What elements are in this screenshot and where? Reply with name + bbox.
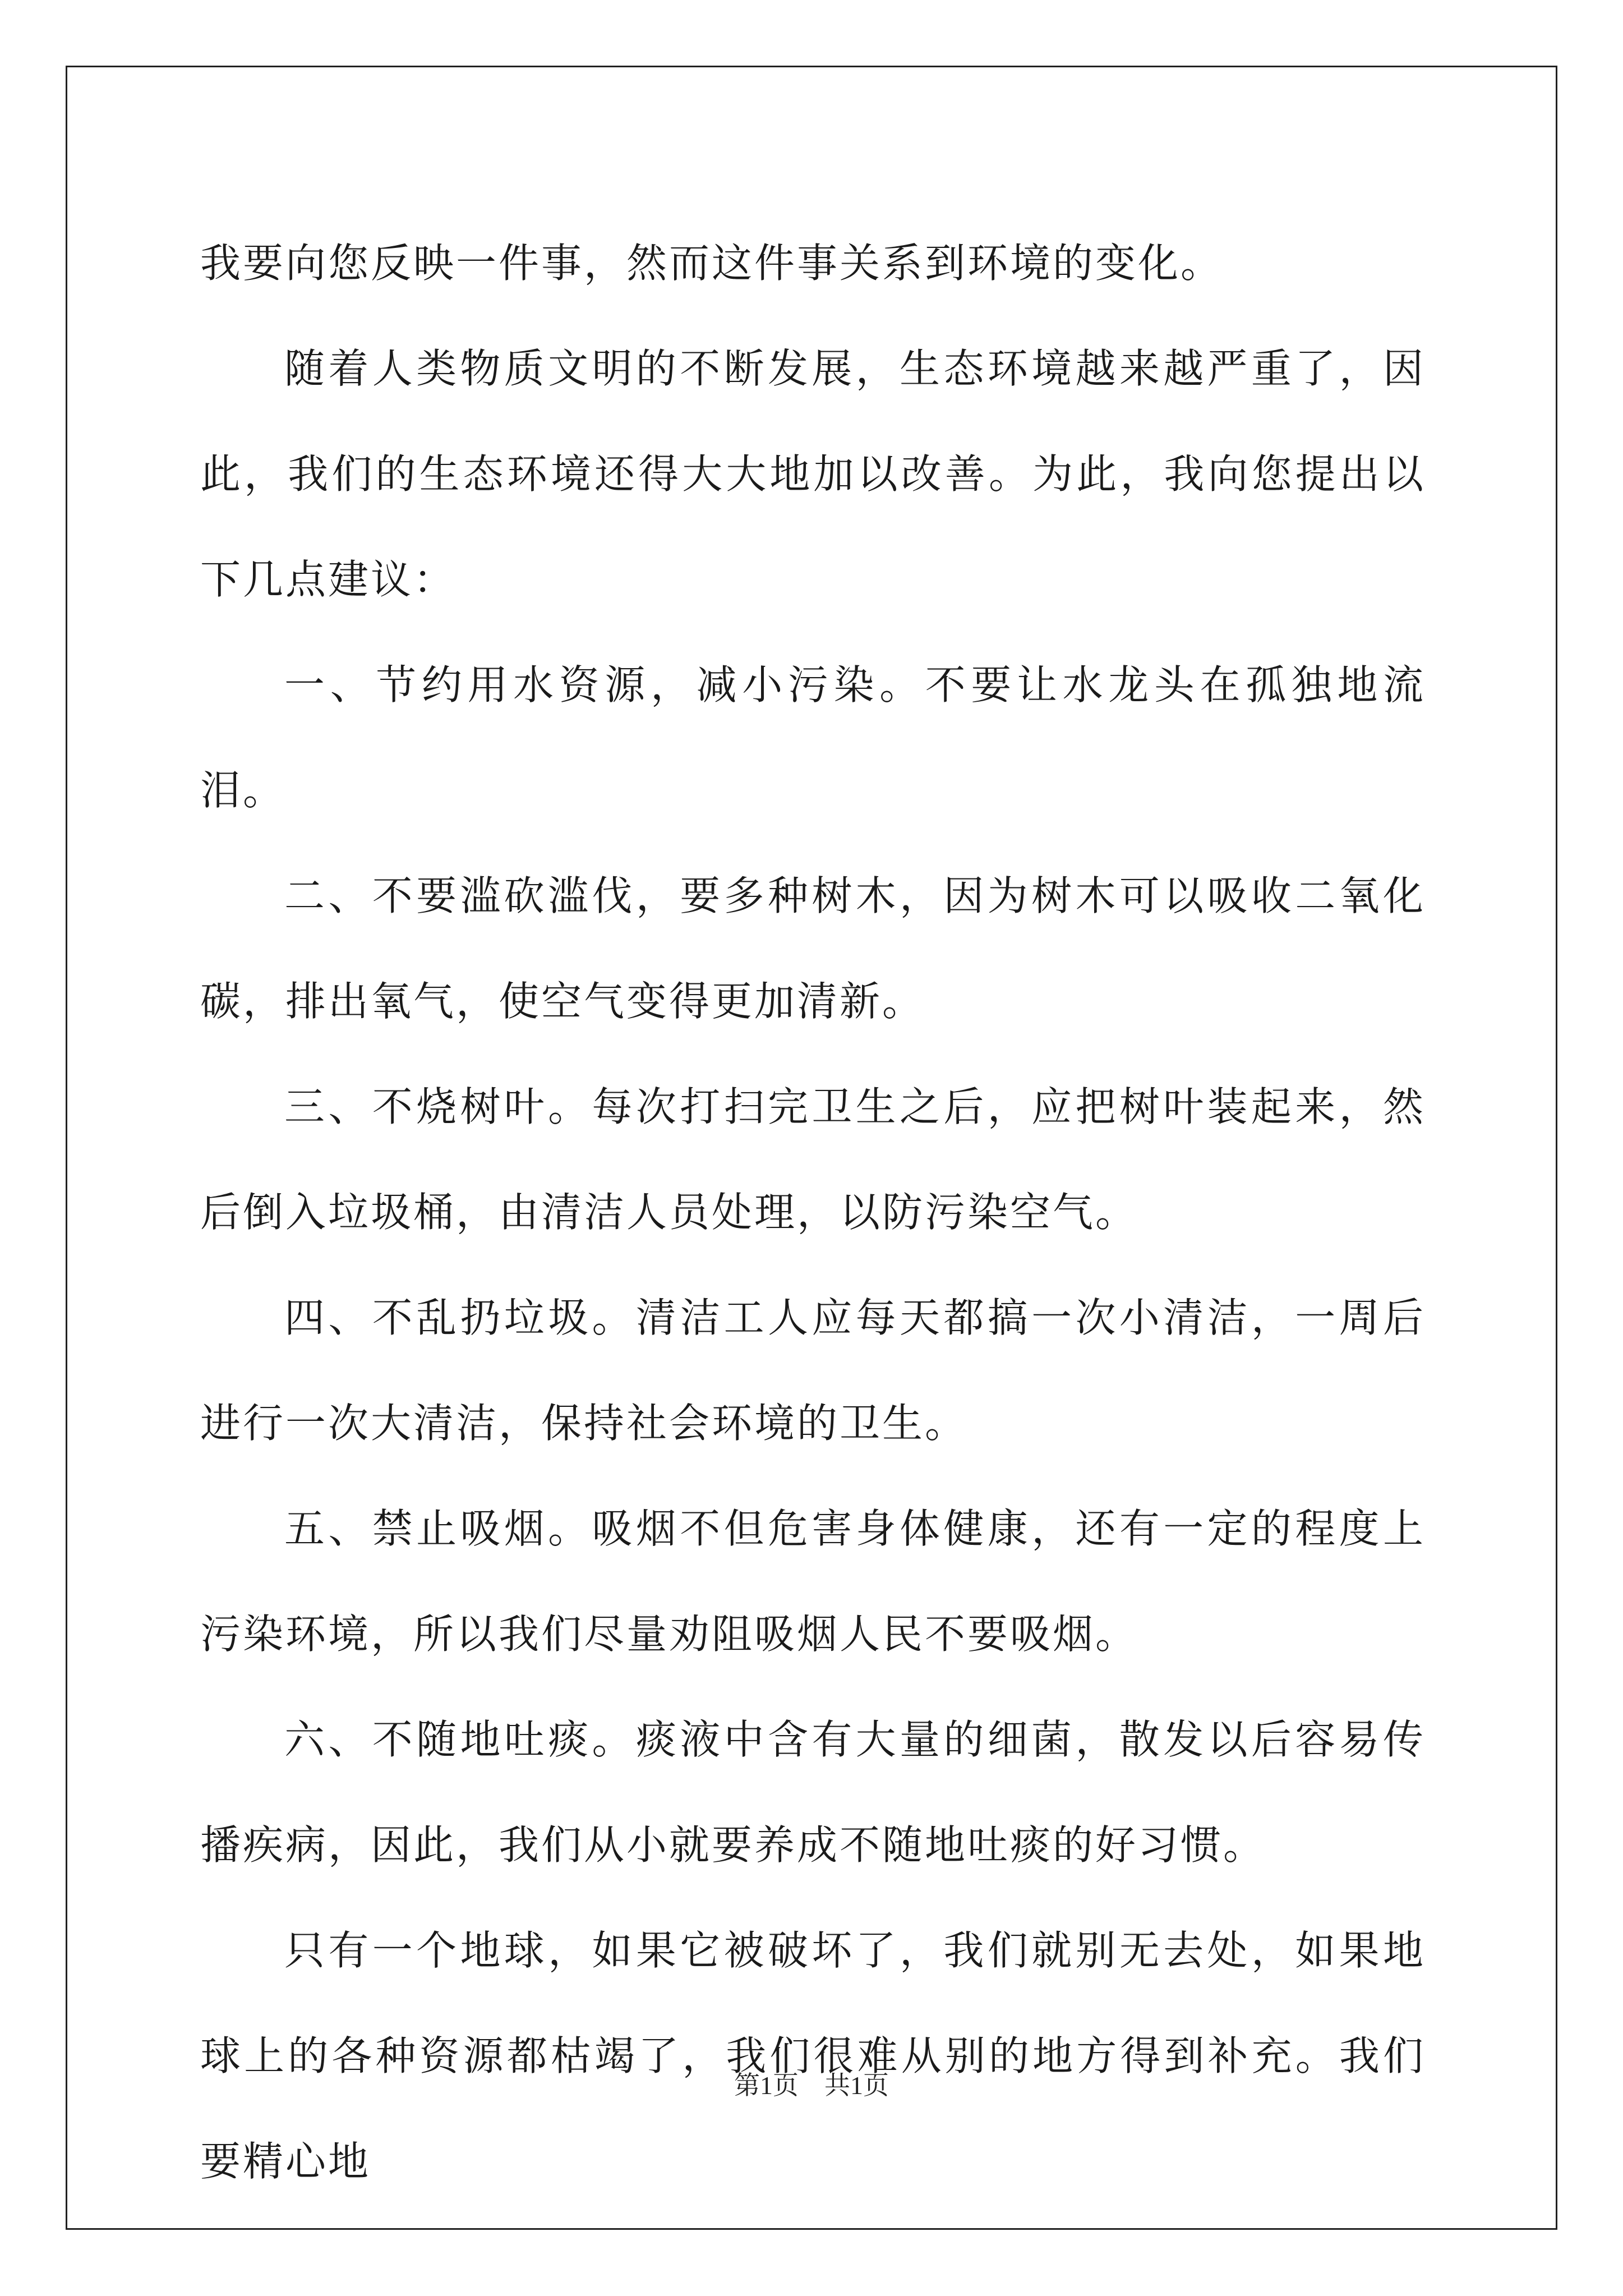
paragraph-2: 随着人类物质文明的不断发展，生态环境越来越严重了，因此，我们的生态环境还得大大地加以改善。为此，我向您提出以下几点建议： bbox=[200, 345, 1426, 603]
paragraph-5: 三、不烧树叶。每次打扫完卫生之后，应把树叶装起来，然后倒入垃圾桶，由清洁人员处理，以防污染空气。 bbox=[200, 1083, 1426, 1236]
paragraph-7: 五、禁止吸烟。吸烟不但危害身体健康，还有一定的程度上污染环境，所以我们尽量劝阻吸烟人民不要吸烟。 bbox=[200, 1505, 1426, 1658]
paragraph-3: 一、节约用水资源，减小污染。不要让水龙头在孤独地流泪。 bbox=[200, 661, 1426, 814]
paragraph-8: 六、不随地吐痰。痰液中含有大量的细菌，散发以后容易传播疾病，因此，我们从小就要养成不随地吐痰的好习惯。 bbox=[200, 1716, 1426, 1869]
paragraph-4: 二、不要滥砍滥伐，要多种树木，因为树木可以吸收二氧化碳，排出氧气，使空气变得更加清新。 bbox=[200, 872, 1426, 1025]
paragraph-1: 我要向您反映一件事，然而这件事关系到环境的变化。 bbox=[200, 240, 1224, 287]
paragraph-6: 四、不乱扔垃圾。清洁工人应每天都搞一次小清洁，一周后进行一次大清洁，保持社会环境的卫生。 bbox=[200, 1294, 1426, 1447]
page-footer bbox=[0, 2069, 1623, 2102]
paragraph-9: 只有一个地球，如果它被破坏了，我们就别无去处，如果地球上的各种资源都枯竭了，我们很难从别的地方得到补充。我们要精心地 bbox=[200, 1927, 1426, 2185]
document-body bbox=[200, 210, 1426, 2214]
page-number-label: 第1页 共1页 bbox=[734, 2071, 889, 2100]
